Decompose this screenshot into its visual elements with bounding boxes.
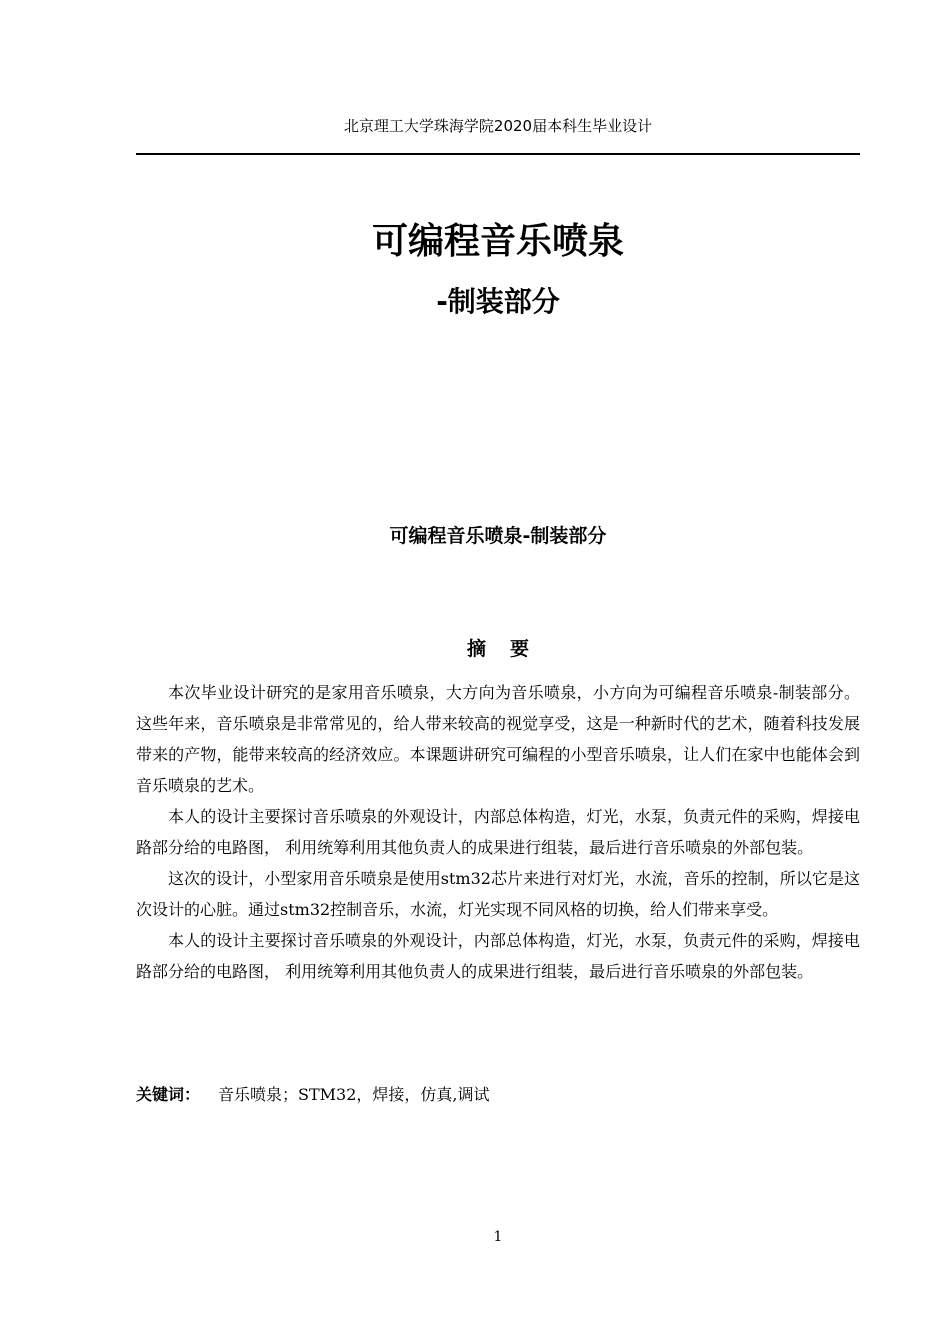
keywords-value: 音乐喷泉；STM32，焊接，仿真,调试	[218, 1085, 490, 1104]
abstract-body	[136, 677, 860, 987]
page-number: 1	[493, 1229, 503, 1245]
cover-title: 可编程音乐喷泉	[371, 221, 624, 262]
abstract-paragraph-3: 这次的设计，小型家用音乐喷泉是使用stm32芯片来进行对灯光，水流，音乐的控制，所以它是这次设计的心脏。通过stm32控制音乐，水流，灯光实现不同风格的切换，给人们带来享受。	[136, 869, 860, 919]
thesis-title: 可编程音乐喷泉-制装部分	[389, 525, 607, 547]
header-divider	[136, 153, 860, 155]
keywords-label: 关键词：	[136, 1085, 201, 1104]
abstract-paragraph-4: 本人的设计主要探讨音乐喷泉的外观设计，内部总体构造，灯光，水泵，负责元件的采购，焊接电路部分给的电路图， 利用统筹利用其他负责人的成果进行组装，最后进行音乐喷泉的外部包装。	[136, 931, 860, 981]
abstract-heading: 摘要	[466, 638, 553, 660]
abstract-paragraph-1: 本次毕业设计研究的是家用音乐喷泉，大方向为音乐喷泉，小方向为可编程音乐喷泉-制装部分。这些年来，音乐喷泉是非常常见的，给人带来较高的视觉享受，这是一种新时代的艺术，随着科技发展带来的产物，能带来较高的经济效应。本课题讲研究可编程的小型音乐喷泉，让人们在家中也能体会到音乐喷泉的艺术。	[136, 683, 860, 795]
abstract-paragraph-2: 本人的设计主要探讨音乐喷泉的外观设计，内部总体构造，灯光，水泵，负责元件的采购，焊接电路部分给的电路图， 利用统筹利用其他负责人的成果进行组装，最后进行音乐喷泉的外部包装。	[136, 807, 860, 857]
keywords-line	[136, 1079, 860, 1110]
running-header: 北京理工大学珠海学院2020届本科生毕业设计	[343, 117, 653, 135]
cover-subtitle: -制装部分	[436, 285, 560, 318]
